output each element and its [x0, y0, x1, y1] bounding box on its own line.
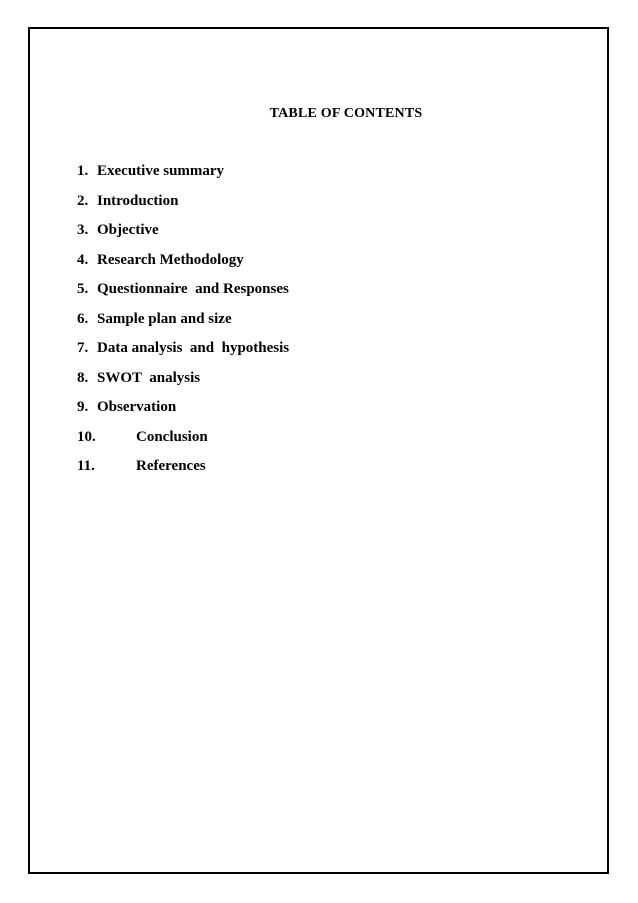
- toc-item-questionnaire: [77, 281, 289, 311]
- toc-item-label: Sample plan and size: [97, 310, 232, 327]
- toc-item-number: 1.: [77, 163, 89, 179]
- toc-item-label: References: [136, 458, 206, 474]
- toc-item-research-methodology: [77, 252, 289, 282]
- toc-item-label: Questionnaire and Responses: [97, 281, 289, 297]
- page-title: TABLE OF CONTENTS: [269, 106, 423, 121]
- table-of-contents: [77, 163, 289, 488]
- toc-item-label: Research Methodology: [97, 251, 244, 268]
- toc-item-number: 11.: [77, 458, 95, 474]
- toc-item-conclusion: [77, 429, 289, 459]
- toc-item-introduction: [77, 193, 289, 223]
- toc-item-objective: [77, 222, 289, 252]
- toc-item-label: Introduction: [97, 192, 179, 209]
- toc-item-label: Conclusion: [136, 428, 208, 445]
- toc-item-number: 7.: [77, 340, 89, 356]
- toc-item-label: Objective: [97, 222, 159, 238]
- toc-item-number: 10.: [77, 428, 96, 445]
- toc-item-label: Data analysis and hypothesis: [97, 340, 290, 356]
- toc-item-sample-plan: [77, 311, 289, 341]
- toc-item-number: 4.: [77, 251, 89, 268]
- toc-item-number: 2.: [77, 192, 89, 209]
- toc-item-references: [77, 458, 289, 488]
- toc-item-number: 5.: [77, 281, 89, 297]
- toc-item-label: Executive summary: [97, 163, 225, 179]
- toc-item-label: Observation: [97, 399, 177, 415]
- toc-item-swot-analysis: [77, 370, 289, 400]
- toc-item-number: 3.: [77, 222, 89, 238]
- toc-item-number: 9.: [77, 399, 89, 415]
- toc-item-data-analysis: [77, 340, 289, 370]
- toc-item-observation: [77, 399, 289, 429]
- toc-item-executive-summary: [77, 163, 289, 193]
- toc-item-label: SWOT analysis: [97, 369, 201, 386]
- toc-item-number: 6.: [77, 310, 89, 327]
- toc-item-number: 8.: [77, 369, 89, 386]
